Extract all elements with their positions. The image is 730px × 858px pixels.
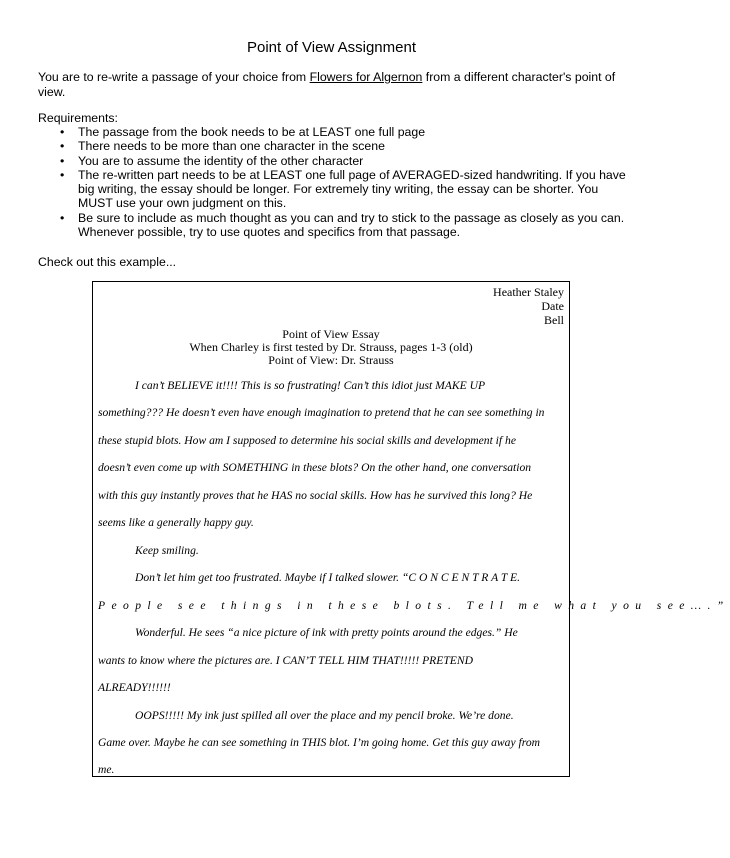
essay-line: doesn’t even come up with SOMETHING in these blots? On the other hand, one conversation [98, 461, 532, 474]
essay-line: Wonderful. He sees “a nice picture of ink with pretty points around the edges.” He [135, 626, 518, 639]
requirement-item [38, 154, 626, 168]
requirement-text: Be sure to include as much thought as you can and try to stick to the passage as closely as you can. Whenever possible, try to use quotes and specifics from that passage. [78, 210, 625, 240]
essay-line: Game over. Maybe he can see something in THIS blot. I’m going home. Get this guy away from [98, 736, 540, 749]
requirement-text: The re-written part needs to be at LEAST one full page of AVERAGED-sized handwriting. If you have big writing, the essay should be longer. For extremely tiny writing, the essay can be shorter. You MUST use your own judgment on this. [78, 167, 626, 211]
requirement-text: The passage from the book needs to be at LEAST one full page [78, 125, 426, 139]
bullet-icon: • [60, 167, 65, 182]
intro-text-before: You are to re-write a passage of your choice from [38, 70, 310, 84]
essay-line: ALREADY!!!!!! [98, 681, 171, 694]
essay-line: People see things in these blots. Tell me what you see….” [98, 599, 730, 612]
essay-line: something??? He doesn’t even have enough imagination to pretend that he can see something in [98, 406, 545, 419]
essay-line: OOPS!!!!! My ink just spilled all over the place and my pencil broke. We’re done. [135, 709, 514, 722]
bell-label: Bell [544, 313, 564, 327]
point-of-view-line: Point of View: Dr. Strauss [268, 353, 394, 367]
requirements-heading: Requirements: [38, 111, 118, 125]
essay-title: Point of View Essay [282, 327, 380, 341]
example-essay-box [92, 281, 730, 777]
essay-line: Don’t let him get too frustrated. Maybe if I talked slower. “C O N C E N T R A T E. [135, 571, 520, 584]
requirement-item [38, 139, 626, 153]
intro-paragraph [38, 70, 623, 99]
date-label: Date [541, 299, 564, 313]
book-title: Flowers for Algernon [309, 70, 423, 84]
page-title: Point of View Assignment [247, 39, 416, 56]
essay-line: Keep smiling. [135, 544, 199, 557]
author-name: Heather Staley [493, 285, 564, 299]
bullet-icon: • [60, 153, 65, 168]
check-out-text: Check out this example... [38, 255, 177, 269]
bullet-icon: • [60, 125, 65, 139]
requirement-text: There needs to be more than one character in the scene [78, 139, 385, 154]
bullet-icon: • [60, 210, 65, 225]
essay-line: these stupid blots. How am I supposed to determine his social skills and development if he [98, 434, 516, 447]
requirement-item [38, 211, 626, 240]
essay-line: seems like a generally happy guy. [98, 516, 254, 529]
requirement-item [38, 125, 626, 139]
essay-line: with this guy instantly proves that he HAS no social skills. How has he survived this long? He [98, 489, 533, 502]
essay-line: wants to know where the pictures are. I CAN’T TELL HIM THAT!!!!! PRETEND [98, 654, 473, 667]
requirements-list [38, 125, 626, 239]
bullet-icon: • [60, 139, 65, 154]
intro-text-after: from a different character's point of view. [38, 70, 616, 99]
essay-subtitle: When Charley is first tested by Dr. Strauss, pages 1-3 (old) [189, 340, 473, 354]
requirement-item [38, 168, 626, 211]
requirement-text: You are to assume the identity of the other character [78, 153, 364, 168]
essay-line: me. [98, 763, 115, 776]
essay-line: I can’t BELIEVE it!!!! This is so frustrating! Can’t this idiot just MAKE UP [135, 379, 486, 392]
